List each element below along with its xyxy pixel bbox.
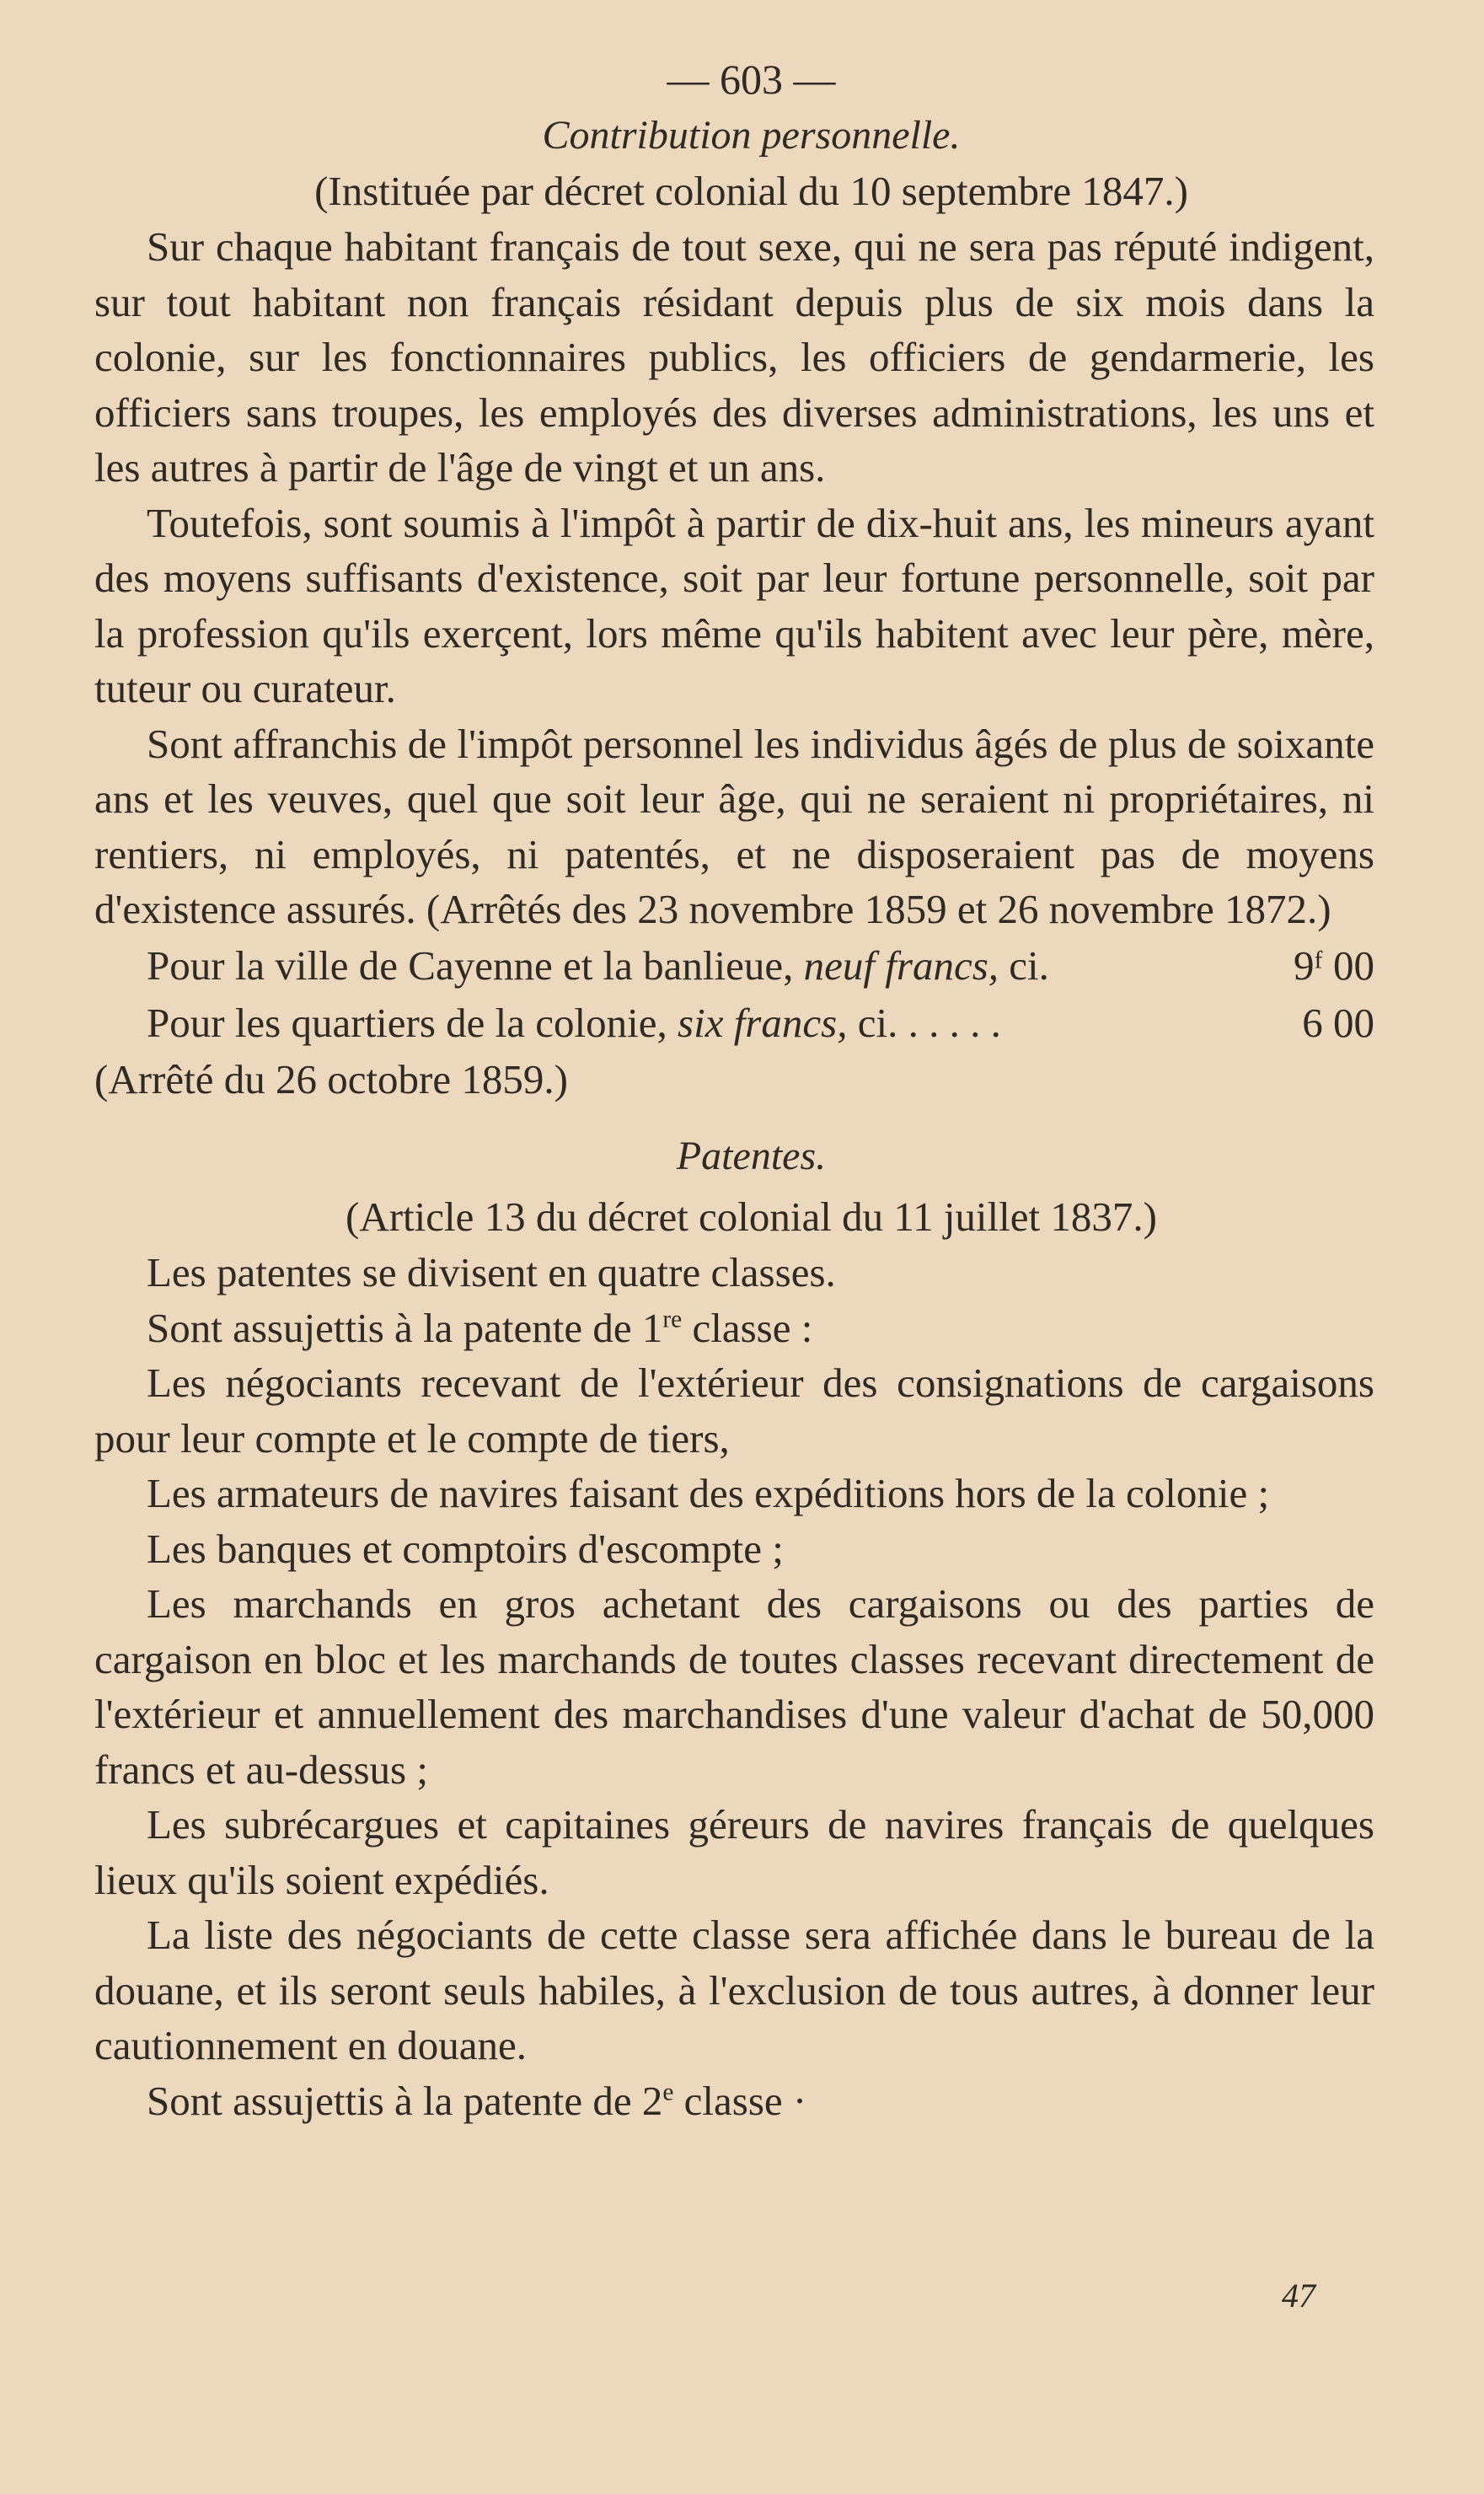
- paragraph: La liste des négociants de cette classe sera affichée dans le bureau de la douane, et ils seront seuls habiles, à l'exclusion de tous autres, à donner leur cautionnement en douane.: [94, 1912, 1374, 2068]
- section-title-contribution: Contribution personnelle.: [542, 113, 961, 158]
- rate-amount: 6 00: [1302, 999, 1374, 1046]
- paragraph: Les patentes se divisent en quatre classes.: [147, 1249, 836, 1295]
- paragraph-second-class: Sont assujettis à la patente de 2e classe ·: [147, 2077, 807, 2124]
- rate-line-quartiers: [94, 995, 1374, 1052]
- rate-line-cayenne: [94, 937, 1374, 995]
- section-title-patentes: Patentes.: [676, 1134, 827, 1178]
- paragraph: Sont affranchis de l'impôt personnel les individus âgés de plus de soixante ans et les veuves, quel que soit leur âge, qui ne seraient ni propriétaires, ni rentiers, ni employés, ni patentés, et ne disposeraient pas de moyens d'existence assurés. (Arrêtés des 23 novembre 1859 et 26 novembre 1872.): [94, 720, 1374, 932]
- paragraph: Les subrécargues et capitaines géreurs de navires français de quelques lieux qu'ils soient expédiés.: [94, 1801, 1374, 1903]
- signature-mark: 47: [1282, 2277, 1315, 2314]
- paragraph: Les armateurs de navires faisant des expéditions hors de la colonie ;: [147, 1470, 1270, 1516]
- paragraph-first-class: Sont assujettis à la patente de 1re classe :: [147, 1304, 813, 1351]
- paragraph: Sur chaque habitant français de tout sexe, qui ne sera pas réputé indigent, sur tout habitant non français résidant depuis plus de six mois dans la colonie, sur les fonctionnaires publics, les officiers de gendarmerie, les officiers sans troupes, les employés des diverses administrations, les uns et les autres à partir de l'âge de vingt et un ans.: [94, 223, 1374, 491]
- decree-reference: (Article 13 du décret colonial du 11 juillet 1837.): [346, 1193, 1157, 1240]
- paragraph: Les marchands en gros achetant des cargaisons ou des parties de cargaison en bloc et les marchands de toutes classes recevant directement de l'extérieur et annuellement des marchandises d'une valeur d'achat de 50,000 francs et au-dessus ;: [94, 1580, 1374, 1793]
- page-number: — 603 —: [667, 56, 836, 103]
- paragraph: Les banques et comptoirs d'escompte ;: [147, 1525, 784, 1572]
- decree-reference: (Instituée par décret colonial du 10 septembre 1847.): [314, 168, 1188, 214]
- rate-label: Pour les quartiers de la colonie, six francs, ci. . . . . .: [147, 999, 1001, 1046]
- paragraph: Les négociants recevant de l'extérieur des consignations de cargaisons pour leur compte et le compte de tiers,: [94, 1360, 1374, 1462]
- arrete-reference: (Arrêté du 26 octobre 1859.): [94, 1055, 568, 1102]
- paragraph: Toutefois, sont soumis à l'impôt à partir de dix-huit ans, les mineurs ayant des moyens suffisants d'existence, soit par leur fortune personnelle, soit par la profession qu'ils exerçent, lors même qu'ils habitent avec leur père, mère, tuteur ou curateur.: [94, 499, 1374, 711]
- rate-amount: 9ᶠ 00: [1294, 941, 1374, 989]
- rate-label: Pour la ville de Cayenne et la banlieue, neuf francs, ci.: [147, 941, 1049, 989]
